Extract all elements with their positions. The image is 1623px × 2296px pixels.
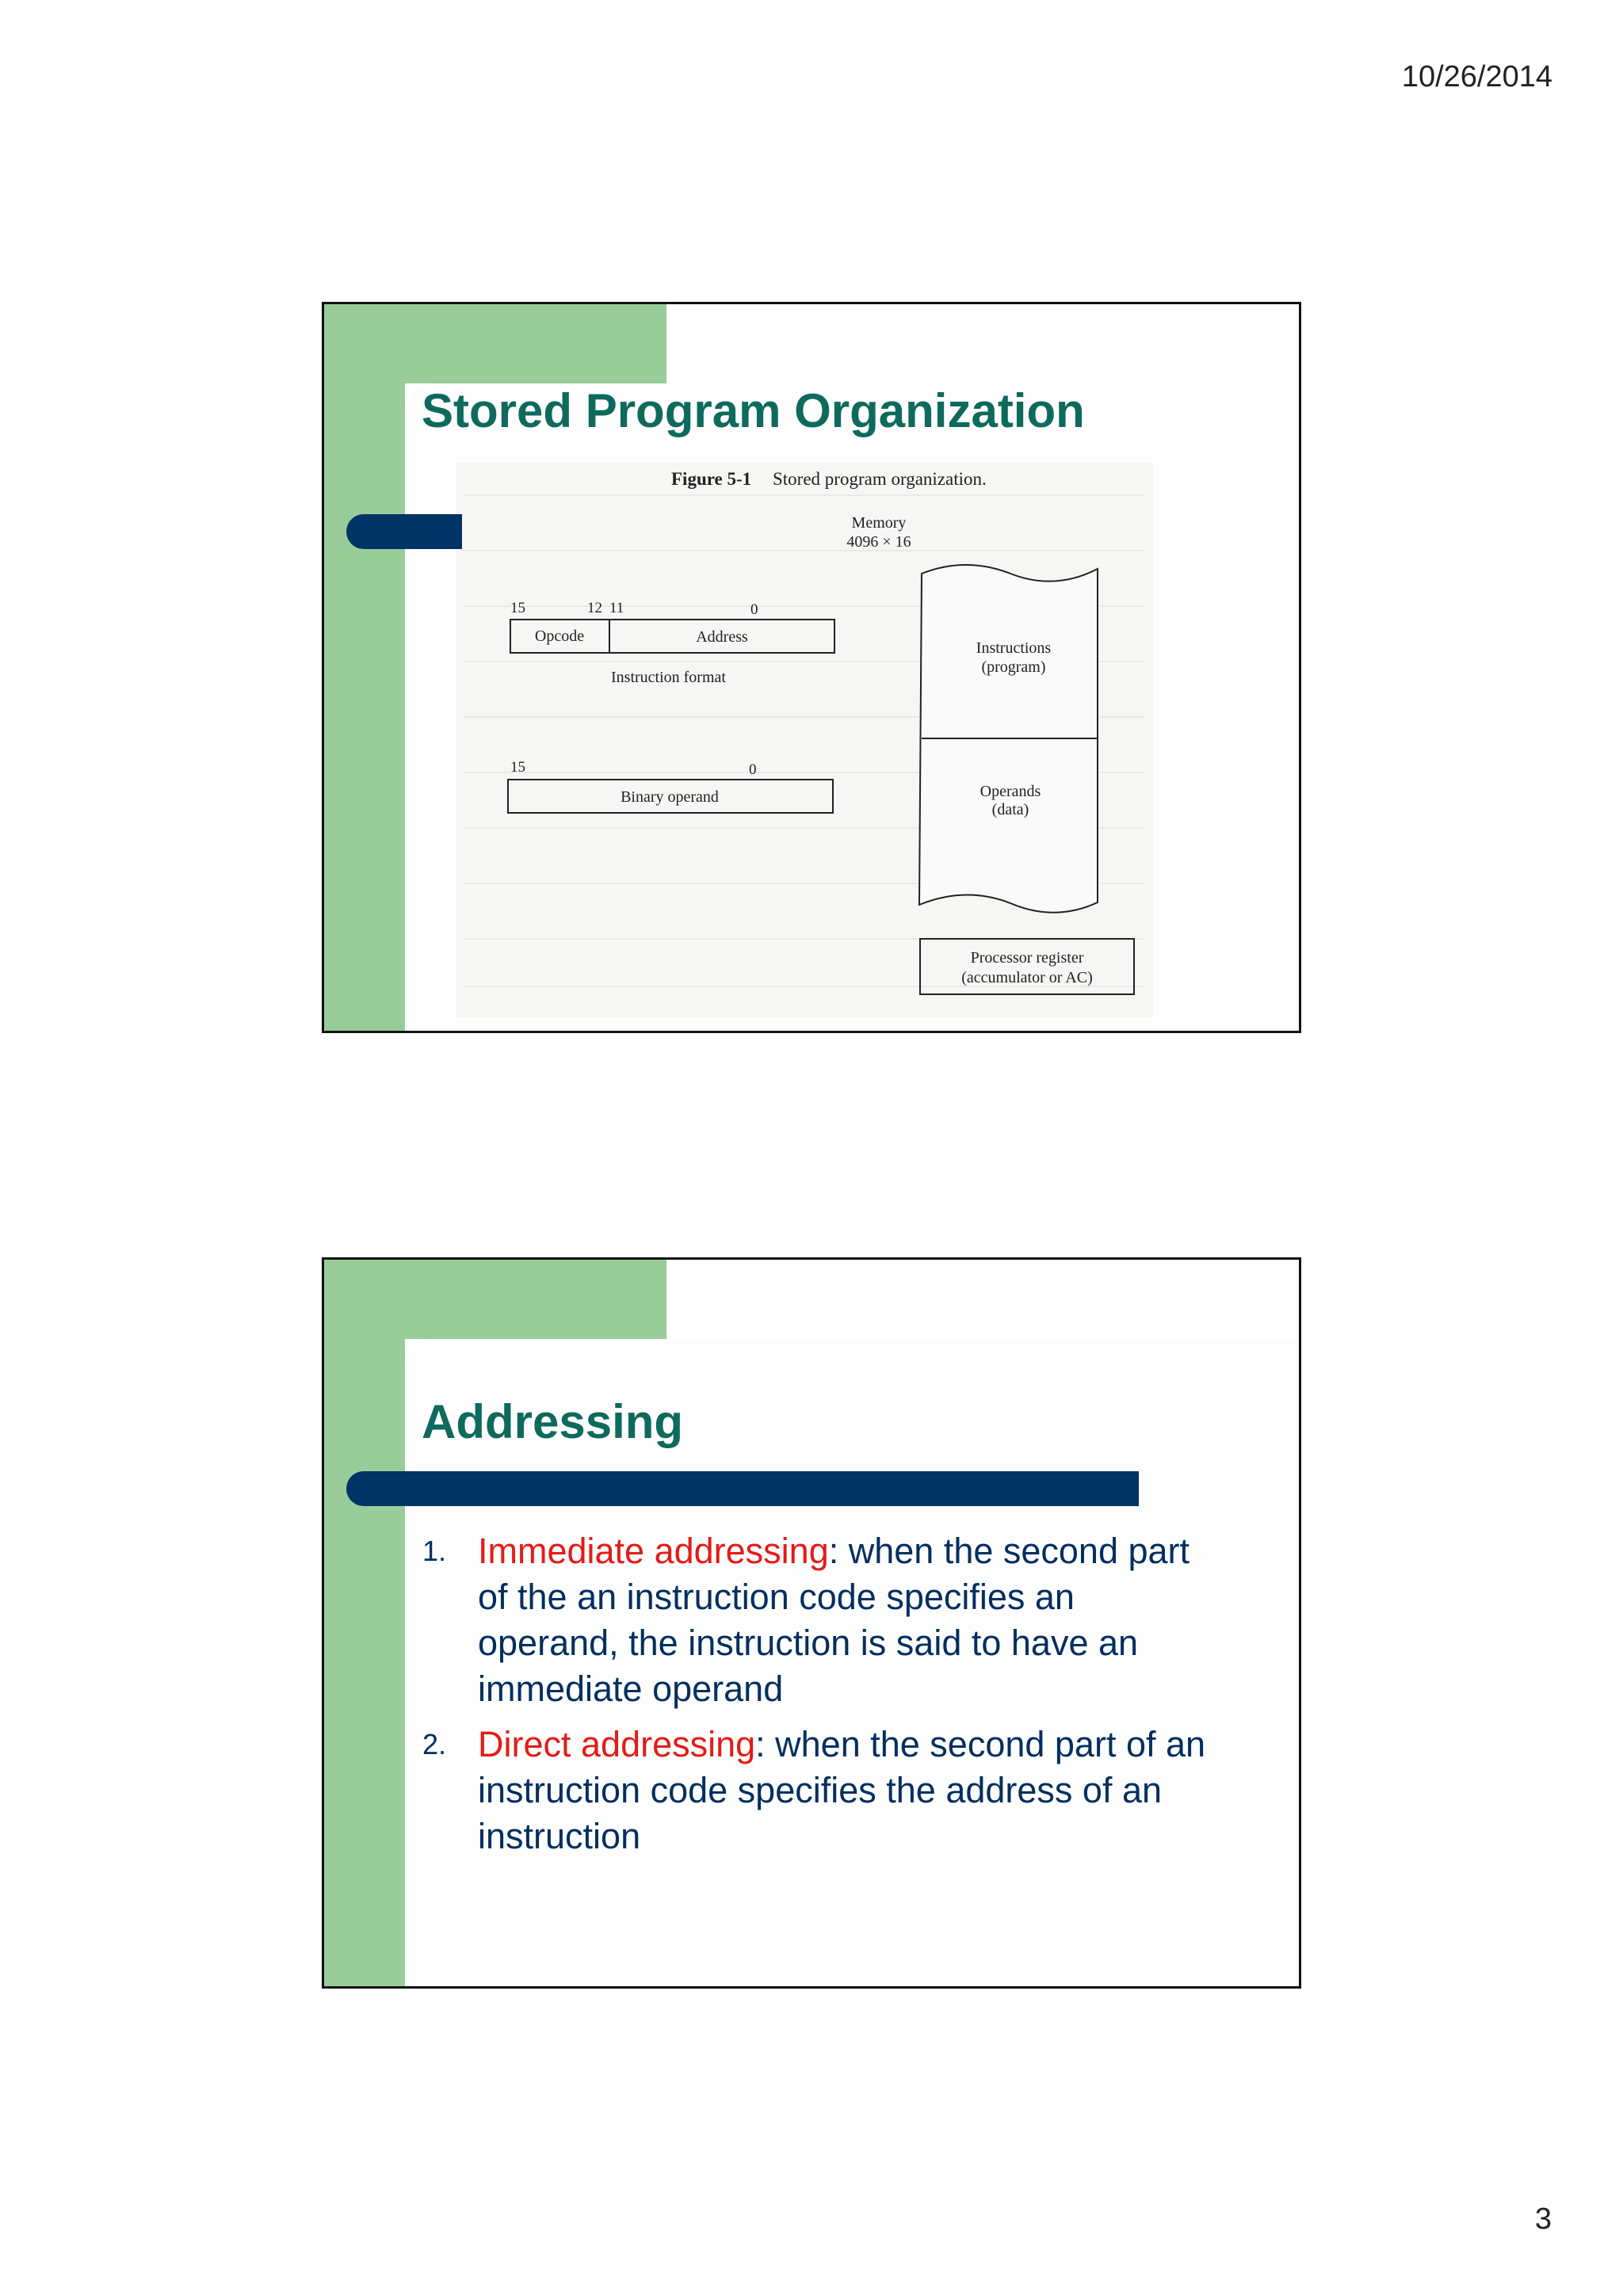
data-label: (data) <box>991 801 1029 818</box>
figure-diagram <box>456 463 1153 1017</box>
title-underline-bar <box>346 514 462 549</box>
slide-title: Addressing <box>422 1395 684 1448</box>
memory-size: 4096 × 16 <box>846 533 911 551</box>
addressing-list <box>422 1528 1215 1869</box>
list-term: Direct addressing <box>478 1724 756 1764</box>
slide-green-bar <box>324 304 405 1031</box>
list-item <box>422 1528 1215 1712</box>
slide-green-bar <box>324 1260 405 1986</box>
address-field: Address <box>696 628 748 646</box>
list-number: 1. <box>422 1535 447 1567</box>
operand-bit-0-label: 0 <box>749 761 757 778</box>
title-underline-bar <box>346 1471 1139 1506</box>
list-number: 2. <box>422 1728 447 1760</box>
bit-15-label: 15 <box>510 600 525 616</box>
slide-green-tab <box>324 304 666 383</box>
list-term: Immediate addressing <box>478 1531 829 1571</box>
binary-operand-label: Binary operand <box>621 788 719 806</box>
instruction-format-label: Instruction format <box>611 669 726 686</box>
figure-caption-label: Figure 5-1 <box>671 469 752 489</box>
list-item <box>422 1722 1215 1859</box>
slide-stored-program <box>322 302 1301 1033</box>
bit-12-label: 12 <box>587 600 602 616</box>
list-text: : when the second part of an instruction code specifies the address of an instruction <box>478 1724 1206 1856</box>
slide-title: Stored Program Organization <box>422 384 1085 437</box>
operands-label: Operands <box>980 783 1041 800</box>
instructions-label: Instructions <box>976 639 1052 657</box>
processor-register-label: Processor register <box>970 949 1084 967</box>
slide-green-tab <box>324 1260 666 1339</box>
page-date: 10/26/2014 <box>1401 60 1552 93</box>
page-number: 3 <box>1534 2203 1552 2236</box>
bit-11-label: 11 <box>609 600 624 616</box>
figure-caption-text: Stored program organization. <box>773 469 987 489</box>
bit-0-label: 0 <box>750 601 758 618</box>
program-label: (program) <box>981 658 1046 676</box>
operand-bit-15-label: 15 <box>510 759 525 776</box>
slide-addressing <box>322 1257 1301 1989</box>
stored-program-figure <box>456 463 1153 1017</box>
list-text: : when the second part of the an instruction code specifies an operand, the instruction is said to have an immediate operand <box>478 1531 1190 1709</box>
accumulator-label: (accumulator or AC) <box>961 969 1093 986</box>
memory-label: Memory <box>851 514 907 532</box>
opcode-field: Opcode <box>534 627 585 645</box>
